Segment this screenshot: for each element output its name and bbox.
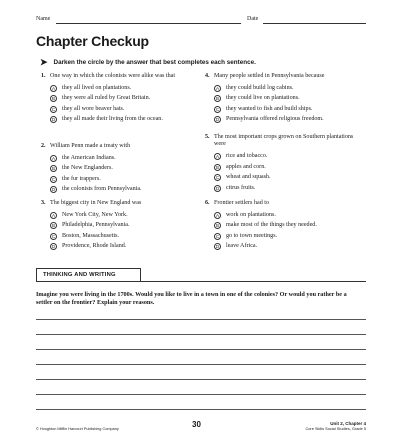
writing-line[interactable] — [36, 334, 366, 335]
question-text: Many people settled in Pennsylvania because — [214, 73, 325, 79]
question-number: 1. — [41, 73, 46, 79]
question-number: 2. — [41, 143, 46, 149]
question-text: Frontier settlers had to — [214, 200, 270, 206]
answer-option[interactable] — [214, 94, 355, 105]
answer-option[interactable] — [50, 221, 191, 232]
answer-text: New York City, New York. — [62, 211, 128, 218]
question-stem — [41, 143, 191, 150]
answer-option[interactable] — [50, 153, 191, 164]
instructions-text: Darken the circle by the answer that best completes each sentence. — [53, 59, 256, 66]
answer-option[interactable] — [214, 172, 355, 183]
answer-option[interactable] — [214, 183, 355, 194]
answer-text: apples and corn. — [226, 163, 266, 170]
answer-bubble[interactable]: C — [51, 106, 56, 112]
writing-line[interactable] — [36, 394, 366, 395]
answer-bubble[interactable]: C — [51, 176, 56, 182]
answer-text: citrus fruits. — [226, 184, 256, 191]
answer-text: Providence, Rhode Island. — [62, 243, 127, 250]
answer-option[interactable] — [50, 185, 191, 196]
question-stem — [41, 73, 191, 80]
name-field[interactable] — [56, 23, 241, 24]
answer-text: Philadelphia, Pennsylvania. — [62, 222, 130, 229]
answer-option[interactable] — [50, 104, 191, 115]
answer-text: the American Indians. — [62, 154, 116, 161]
question-2 — [41, 143, 191, 195]
answer-bubble[interactable]: A — [51, 85, 55, 91]
footer-info — [305, 421, 366, 431]
writing-line[interactable] — [36, 349, 366, 350]
answer-text: they all made their living from the ocean. — [62, 116, 163, 123]
answer-option[interactable] — [214, 210, 355, 221]
answer-bubble[interactable]: A — [215, 154, 219, 160]
answer-text: they all wore beaver hats. — [62, 105, 125, 112]
question-stem — [205, 200, 355, 207]
answer-text: Pennsylvania offered religious freedom. — [226, 116, 324, 123]
answer-text: make most of the things they needed. — [226, 222, 317, 229]
answer-bubble[interactable]: B — [51, 223, 55, 229]
instructions — [40, 57, 256, 68]
answer-bubble[interactable]: B — [51, 166, 55, 172]
answer-option[interactable] — [50, 83, 191, 94]
question-number: 3. — [41, 200, 46, 206]
answer-bubble[interactable]: B — [51, 96, 55, 102]
unit-chapter: Unit 2, Chapter 4 — [330, 421, 366, 426]
answer-bubble[interactable]: D — [51, 187, 56, 193]
answer-bubble[interactable]: C — [215, 175, 220, 181]
answer-bubble[interactable]: D — [215, 185, 220, 191]
answer-option[interactable] — [50, 115, 191, 126]
answer-option[interactable] — [50, 94, 191, 105]
answer-text: work on plantations. — [226, 211, 276, 218]
answer-option[interactable] — [214, 83, 355, 94]
answer-text: they could live on plantations. — [226, 95, 300, 102]
answer-option[interactable] — [214, 104, 355, 115]
answer-bubble[interactable]: B — [215, 96, 219, 102]
question-6 — [205, 200, 355, 252]
answer-text: Boston, Massachusetts. — [62, 232, 120, 239]
answer-text: they were all ruled by Great Britain. — [62, 95, 151, 102]
copyright-text: © Houghton Mifflin Harcourt Publishing Company — [36, 427, 119, 431]
answer-bubble[interactable]: D — [215, 244, 220, 250]
writing-line[interactable] — [36, 364, 366, 365]
writing-line[interactable] — [36, 409, 366, 410]
answer-bubble[interactable]: A — [51, 155, 55, 161]
question-number: 4. — [205, 73, 210, 79]
question-text: One way in which the colonists were alike was that — [50, 73, 176, 79]
arrow-icon: ➤ — [40, 57, 48, 67]
answer-option[interactable] — [214, 221, 355, 232]
answer-text: they all lived on plantations. — [62, 84, 132, 91]
answer-bubble[interactable]: C — [215, 233, 220, 239]
date-label: Date — [247, 16, 259, 22]
name-date-row — [36, 16, 366, 28]
answer-option[interactable] — [214, 115, 355, 126]
answer-option[interactable] — [214, 162, 355, 173]
answer-bubble[interactable]: B — [215, 223, 219, 229]
answer-text: they wanted to fish and build ships. — [226, 105, 313, 112]
answer-option[interactable] — [214, 231, 355, 242]
question-stem — [205, 73, 355, 80]
answer-text: they could build log cabins. — [226, 84, 294, 91]
answer-option[interactable] — [50, 231, 191, 242]
answer-option[interactable] — [50, 174, 191, 185]
question-1 — [41, 73, 191, 125]
writing-prompt: Imagine you were living in the 1700s. Would you like to live in a town in one of the colonies? Or would you rather be a settler on the frontier? Explain your reasons. — [36, 291, 347, 306]
answer-bubble[interactable]: A — [215, 85, 219, 91]
page-title: Chapter Checkup — [36, 33, 149, 49]
answer-text: leave Africa. — [226, 243, 258, 250]
answer-bubble[interactable]: D — [51, 117, 56, 123]
question-4 — [205, 73, 355, 125]
answer-text: wheat and squash. — [226, 174, 271, 181]
answer-text: rice and tobacco. — [226, 153, 268, 160]
name-label: Name — [36, 16, 51, 22]
section-divider — [36, 281, 366, 282]
question-3 — [41, 200, 191, 252]
question-5 — [205, 134, 355, 193]
writing-line[interactable] — [36, 319, 366, 320]
page-number: 30 — [192, 420, 201, 429]
answer-bubble[interactable]: C — [51, 233, 56, 239]
question-text: William Penn made a treaty with — [50, 143, 131, 149]
writing-line[interactable] — [36, 379, 366, 380]
question-number: 5. — [205, 134, 210, 140]
answer-bubble[interactable]: C — [215, 106, 220, 112]
thinking-writing-heading: THINKING AND WRITING — [36, 268, 141, 282]
date-field[interactable] — [263, 23, 366, 24]
series-title: Core Skills Social Studies, Grade 5 — [305, 426, 366, 431]
answer-option[interactable] — [50, 164, 191, 175]
answer-text: go to town meetings. — [226, 232, 278, 239]
question-text: The biggest city in New England was — [50, 200, 142, 206]
question-stem — [205, 134, 355, 148]
answer-text: the colonists from Pennsylvania. — [62, 186, 142, 193]
answer-option[interactable] — [50, 242, 191, 253]
answer-option[interactable] — [50, 210, 191, 221]
answer-bubble[interactable]: A — [215, 212, 219, 218]
answer-bubble[interactable]: B — [215, 164, 219, 170]
answer-bubble[interactable]: D — [215, 117, 220, 123]
answer-text: the fur trappers. — [62, 175, 101, 182]
answer-text: the New Englanders. — [62, 165, 113, 172]
answer-option[interactable] — [214, 151, 355, 162]
answer-option[interactable] — [214, 242, 355, 253]
answer-bubble[interactable]: D — [51, 244, 56, 250]
question-stem — [41, 200, 191, 207]
answer-bubble[interactable]: A — [51, 212, 55, 218]
question-text: The most important crops grown on Southern plantations were — [214, 134, 354, 148]
question-number: 6. — [205, 200, 210, 206]
